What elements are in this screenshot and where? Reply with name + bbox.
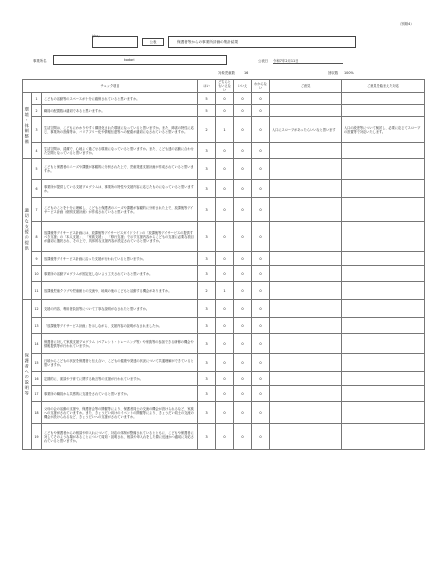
maybe-count: 0 [216,334,234,354]
row-number: 3 [32,117,42,143]
unknown-count: 0 [252,222,270,252]
table-row [23,402,425,424]
yes-count: 3 [198,252,216,266]
opinion-text [270,180,342,198]
unknown-count: 0 [252,300,270,318]
no-count: 0 [234,402,252,424]
category-label: 環境・体制整備 [24,107,30,145]
response-text [342,180,425,198]
maybe-count: 0 [216,180,234,198]
opinion-text [270,402,342,424]
date-value: 令和7年2月11日 [273,59,343,64]
question-text: 生活空間は、こどもにわかりやすく構造化された環境になっていると思いますか。また、障害の特性に応じ、事業所の設備等は、バリアフリー化や情報伝達等への配慮が適切になされていると思いますか。 [42,117,198,143]
row-number: 14 [32,334,42,354]
response-text: 入口の段差等について検討し、必要に応じてスロープの設置等で対応いたします。 [342,117,425,143]
unknown-count: 0 [252,424,270,450]
response-text [342,402,425,424]
table-row [23,93,425,105]
maybe-count: 0 [216,372,234,386]
question-text: 「放課後等デイサービス計画」を示しながら、支援内容の説明がなされましたか。 [42,318,198,334]
maybe-count: 0 [216,93,234,105]
response-text [342,282,425,300]
question-text: 事業所の活動プログラムが固定化しないよう工夫されていると思いますか。 [42,266,198,282]
col-yes: はい [198,80,216,93]
table-row [23,300,425,318]
no-count: 0 [234,117,252,143]
maybe-count: 0 [216,354,234,372]
opinion-text [270,266,342,282]
unknown-count: 0 [252,282,270,300]
table-row [23,159,425,180]
response-text [342,266,425,282]
response-text [342,334,425,354]
question-text: 保護者に対して家族支援プログラム（ペアレント・トレーニング等）や家族等の参加できる研修の機会や情報提供等が行われていますか。 [42,334,198,354]
opinion-text [270,300,342,318]
question-text: こどもと保護者のニーズや課題が客観的に分析された上で、児童発達支援計画が作成されていると思いますか。 [42,159,198,180]
yes-count: 3 [198,159,216,180]
col-no: いいえ [234,80,252,93]
row-number: 2 [32,105,42,117]
col-maybe: どちらともいえない [216,80,234,93]
yes-count: 3 [198,402,216,424]
table-row [23,180,425,198]
row-number: 11 [32,282,42,300]
response-text [342,354,425,372]
table-row [23,386,425,402]
question-text: 放課後等デイサービス計画には、放課後等デイサービスガイドラインの「放課後等デイサービスの提供すべき支援」の「本人支援」、「家族支援」、「移行支援」で示す支援内容からこどもの支援に必要な項目が適切に選択され、その上で、具体的な支援内容が設定されていると思いますか。 [42,222,198,252]
yes-count: 3 [198,198,216,222]
row-number: 18 [32,402,42,424]
response-text [342,300,425,318]
category-label: 適切な支援の提供 [24,207,30,252]
page-title: 保護者等からの事業所評価の集計結果 [177,40,239,44]
row-number: 8 [32,222,42,252]
table-row [23,424,425,450]
table-row [23,354,425,372]
no-count: 0 [234,266,252,282]
maybe-count: 0 [216,159,234,180]
opinion-text [270,354,342,372]
table-row [23,282,425,300]
row-number: 4 [32,143,42,159]
unknown-count: 0 [252,117,270,143]
question-text: 事業所が提供している支援プログラムは、事業所の特性や支援内容に応じたものになっていると思いますか。 [42,180,198,198]
maybe-count: 0 [216,222,234,252]
maybe-count: 0 [216,266,234,282]
row-number: 10 [32,266,42,282]
row-number: 1 [32,93,42,105]
opinion-text [270,222,342,252]
question-text: 生活空間は、清潔で、心地よく過ごせる環境になっていると思いますか。また、こども達の活動に合わせた空間となっていると思いますか。 [42,143,198,159]
table-row [23,266,425,282]
table-header-row [23,80,425,93]
maybe-count: 0 [216,318,234,334]
category-cell [23,159,32,300]
row-number: 19 [32,424,42,450]
row-number: 13 [32,318,42,334]
unknown-count: 0 [252,386,270,402]
facility-name: kodori [124,58,135,62]
maybe-count: 1 [216,117,234,143]
no-count: 0 [234,222,252,252]
response-text [342,386,425,402]
response-text [342,222,425,252]
yes-count: 3 [198,300,216,318]
opinion-text [270,143,342,159]
unknown-count: 0 [252,372,270,386]
maybe-count: 0 [216,105,234,117]
opinion-text [270,198,342,222]
table-row [23,334,425,354]
yes-count: 3 [198,424,216,450]
no-count: 0 [234,105,252,117]
furigana: ｶﾅｴﾂｲ [92,34,100,38]
question-text: こどもの活動等のスペースが十分に確保されていると思いますか。 [42,93,198,105]
yes-count: 5 [198,93,216,105]
date-label: 公表日 [258,59,269,63]
opinion-text [270,386,342,402]
unknown-count: 0 [252,334,270,354]
table-row [23,143,425,159]
row-number: 15 [32,354,42,372]
unknown-count: 0 [252,252,270,266]
yes-count: 2 [198,117,216,143]
col-unknown: わからない [252,80,270,93]
unknown-count: 0 [252,266,270,282]
yes-count: 2 [198,282,216,300]
evaluation-table [22,79,425,450]
category-cell [23,300,32,450]
unknown-count: 0 [252,354,270,372]
no-count: 0 [234,386,252,402]
maybe-count: 0 [216,402,234,424]
opinion-text [270,318,342,334]
maybe-count: 0 [216,300,234,318]
row-number: 12 [32,300,42,318]
maybe-count: 0 [216,143,234,159]
no-count: 0 [234,424,252,450]
question-text: 支援の内容、利用者負担等について丁寧な説明がなされたと思いますか。 [42,300,198,318]
question-text: 放課後等デイサービス計画に沿った支援が行われていると思いますか。 [42,252,198,266]
unknown-count: 0 [252,159,270,180]
yes-count: 3 [198,222,216,252]
row-number: 16 [32,372,42,386]
facility-field [53,55,227,65]
opinion-text [270,334,342,354]
total-value: 16 [244,71,249,75]
question-text: 放課後児童クラブや児童館との交流や、地域の他のこどもと活動する機会がありますか。 [42,282,198,300]
unknown-count: 0 [252,143,270,159]
response-text [342,93,425,105]
yes-count: 3 [198,143,216,159]
no-count: 0 [234,198,252,222]
maybe-count: 0 [216,424,234,450]
question-text: 職員の配置数は適切であると思いますか。 [42,105,198,117]
public-badge: 公表 [142,38,164,46]
question-text: こどもや保護者からの相談や申入れについて、対応の体制が整備されているとともに、こどもや保護者に対してそのような場があることについて周知・説明され、相談や申入れをした際に迅速かつ適切に対応されていると思いますか。 [42,424,198,450]
opinion-text [270,282,342,300]
response-text [342,105,425,117]
response-text [342,143,425,159]
question-text: 父母の会の活動の支援や、保護者会等の開催等により、保護者同士の交流の機会が設けられるなど、家族への支援がされていますか。また、きょうだい向けのイベントの開催等により、きょうだい同士の交流の機会が設けられるなど、きょうだいへの支援がされていますか。 [42,402,198,424]
yes-count: 3 [198,354,216,372]
maybe-count: 0 [216,252,234,266]
no-count: 0 [234,334,252,354]
opinion-text [270,105,342,117]
opinion-text [270,424,342,450]
response-text [342,424,425,450]
title-box [168,36,356,48]
form-label: （別紙4） [398,22,414,26]
response-label: 回収数 [328,71,339,75]
category-label: 保護者への説明等 [24,353,30,397]
table-row [23,222,425,252]
yes-count: 3 [198,180,216,198]
unknown-count: 0 [252,93,270,105]
opinion-text [270,372,342,386]
table-row [23,318,425,334]
question-text: 日頃からこどもの状況を保護者と伝え合い、こどもの健康や発達の状況について共通理解ができていると思いますか。 [42,354,198,372]
col-response: ご意見を踏まえた対応 [342,80,425,93]
table-row [23,372,425,386]
opinion-text: 入口にスロープがあったらいいなと思います [270,117,342,143]
row-number: 17 [32,386,42,402]
no-count: 0 [234,180,252,198]
no-count: 0 [234,159,252,180]
category-cell [23,93,32,159]
yes-count: 5 [198,105,216,117]
unknown-count: 0 [252,105,270,117]
response-text [342,318,425,334]
maybe-count: 1 [216,282,234,300]
response-text [342,159,425,180]
table-row [23,105,425,117]
col-opinion: ご意見 [270,80,342,93]
response-value: 100% [344,71,354,75]
table-row [23,117,425,143]
no-count: 0 [234,300,252,318]
facility-name-box [92,36,138,48]
row-number: 6 [32,180,42,198]
opinion-text [270,252,342,266]
facility-label: 事業所名 [33,59,47,63]
opinion-text [270,93,342,105]
no-count: 0 [234,372,252,386]
unknown-count: 0 [252,198,270,222]
yes-count: 3 [198,334,216,354]
table-row [23,252,425,266]
response-text [342,372,425,386]
no-count: 0 [234,318,252,334]
response-text [342,198,425,222]
no-count: 0 [234,143,252,159]
col-check: チェック項目 [23,80,198,93]
total-label: 対象児童数 [218,71,235,75]
question-text: 事業所の職員から共感的に支援をされていると思いますか。 [42,386,198,402]
question-text: こどものことを十分に理解し、こどもと保護者のニーズや課題が客観的に分析された上で、放課後等デイサービス計画（個別支援計画）が作成されていると思いますか。 [42,198,198,222]
unknown-count: 0 [252,318,270,334]
maybe-count: 0 [216,386,234,402]
maybe-count: 0 [216,198,234,222]
no-count: 0 [234,354,252,372]
yes-count: 3 [198,386,216,402]
question-text: 定期的に、面談や子育てに関する助言等の支援が行われていますか。 [42,372,198,386]
yes-count: 3 [198,266,216,282]
row-number: 7 [32,198,42,222]
unknown-count: 0 [252,402,270,424]
opinion-text [270,159,342,180]
table-row [23,198,425,222]
response-text [342,252,425,266]
yes-count: 3 [198,372,216,386]
no-count: 0 [234,252,252,266]
no-count: 0 [234,93,252,105]
row-number: 9 [32,252,42,266]
row-number: 5 [32,159,42,180]
no-count: 0 [234,282,252,300]
unknown-count: 0 [252,180,270,198]
yes-count: 3 [198,318,216,334]
